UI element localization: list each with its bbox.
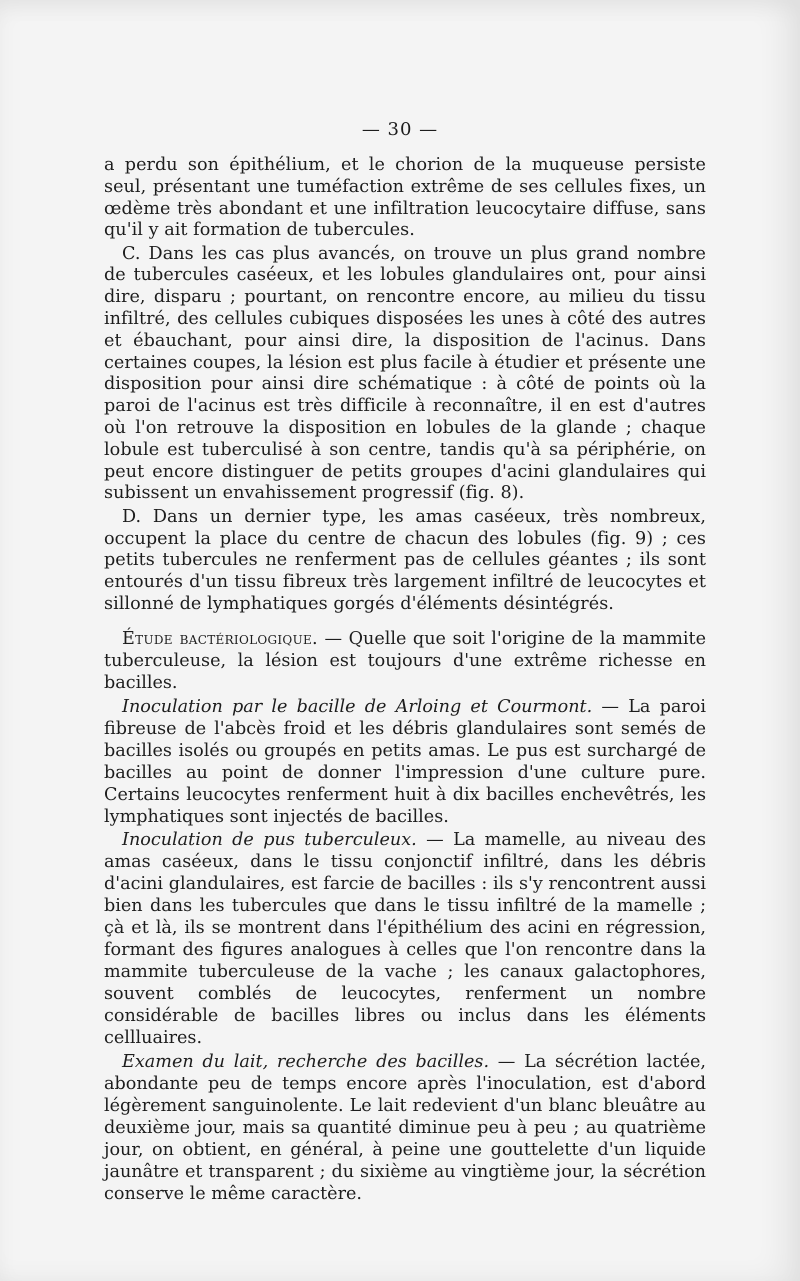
- examen-lait-text: — La sécrétion lactée, abondante peu de temps encore après l'inoculation, est d'abord légèrement sanguinolente. Le lait redevient d'un blanc bleuâtre au deuxième jour, mais sa quantité diminue peu à peu ; au quatrième jour, on obtient, en général, à peine une gouttelette d'un liquide jaunâtre et transparent ; du sixième au vingtième jour, la sécrétion conserve le même caractère.: [104, 1051, 706, 1204]
- section-heading-text: — Quelle que soit l'origine de la mammite tuberculeuse, la lésion est toujours d'une extrême richesse en bacilles.: [104, 629, 707, 693]
- paragraph-bacteriology-intro: [104, 628, 706, 694]
- section-bacteriology: [104, 628, 706, 1205]
- paragraph-examen-lait: [104, 1051, 706, 1205]
- paragraph-c: C. Dans les cas plus avancés, on trouve un plus grand nombre de tubercules caséeux, et les lobules glandulaires ont, pour ainsi dire, disparu ; pourtant, on rencontre encore, au milieu du tissu infiltré, des cellules cubiques disposées les unes à côté des autres et ébauchant, pour ainsi dire, la disposition de l'acinus. Dans certaines coupes, la lésion est plus facile à étudier et présente une disposition pour ainsi dire schématique : à côté de points où la paroi de l'acinus est très difficile à reconnaître, il en est d'autres où l'on retrouve la disposition en lobules de la glande ; chaque lobule est tuberculisé à son centre, tandis qu'à sa périphérie, on peut encore distinguer de petits groupes d'acini glandulaires qui subissent un envahissement progressif (fig. 8).: [104, 243, 706, 504]
- paragraph-d: D. Dans un dernier type, les amas caséeux, très nombreux, occupent la place du centre de chacun des lobules (fig. 9) ; ces petits tubercules ne renferment pas de cellules géantes ; ils sont entourés d'un tissu fibreux très largement infiltré de leucocytes et sillonné de lymphatiques gorgés d'éléments désintégrés.: [104, 506, 706, 614]
- paragraph-inoculation-bacille: [104, 696, 706, 828]
- examen-lait-title: Examen du lait, recherche des bacilles.: [122, 1051, 490, 1072]
- page-number: — 30 —: [361, 119, 439, 140]
- inoculation-bacille-text: — La paroi fibreuse de l'abcès froid et les débris glandulaires sont semés de bacilles isolés ou groupés en petits amas. Le pus est surchargé de bacilles au point de donner l'impression d'une culture pure. Certains leucocytes renferment huit à dix bacilles enchevêtrés, les lymphatiques sont injectés de bacilles.: [104, 696, 706, 827]
- section-histology: [104, 155, 706, 616]
- paragraph-inoculation-pus: [104, 829, 706, 1049]
- inoculation-pus-text: — La mamelle, au niveau des amas caséeux, dans le tissu conjonctif infiltré, dans les débris d'acini glandulaires, est farcie de bacilles : ils s'y rencontrent aussi bien dans les tubercules que dans le tissu infiltré de la mamelle ; çà et là, ils se montrent dans l'épithélium des acini en régression, formant des figures analogues à celles que l'on rencontre dans la mammite tuberculeuse de la vache ; les canaux galactophores, souvent comblés de leucocytes, renferment un nombre considérable de bacilles libres ou inclus dans les éléments cellluaires.: [104, 830, 706, 1048]
- inoculation-bacille-title: Inoculation par le bacille de Arloing et Courmont.: [122, 696, 593, 717]
- inoculation-pus-title: Inoculation de pus tuberculeux.: [122, 830, 417, 850]
- section-heading: Étude bactériologique.: [122, 629, 318, 649]
- paragraph-continued: a perdu son épithélium, et le chorion de la muqueuse persiste seul, présentant une tuméfaction extrême de ses cellules fixes, un œdème très abondant et une infiltration leucocytaire diffuse, sans qu'il y ait formation de tubercules.: [104, 155, 706, 241]
